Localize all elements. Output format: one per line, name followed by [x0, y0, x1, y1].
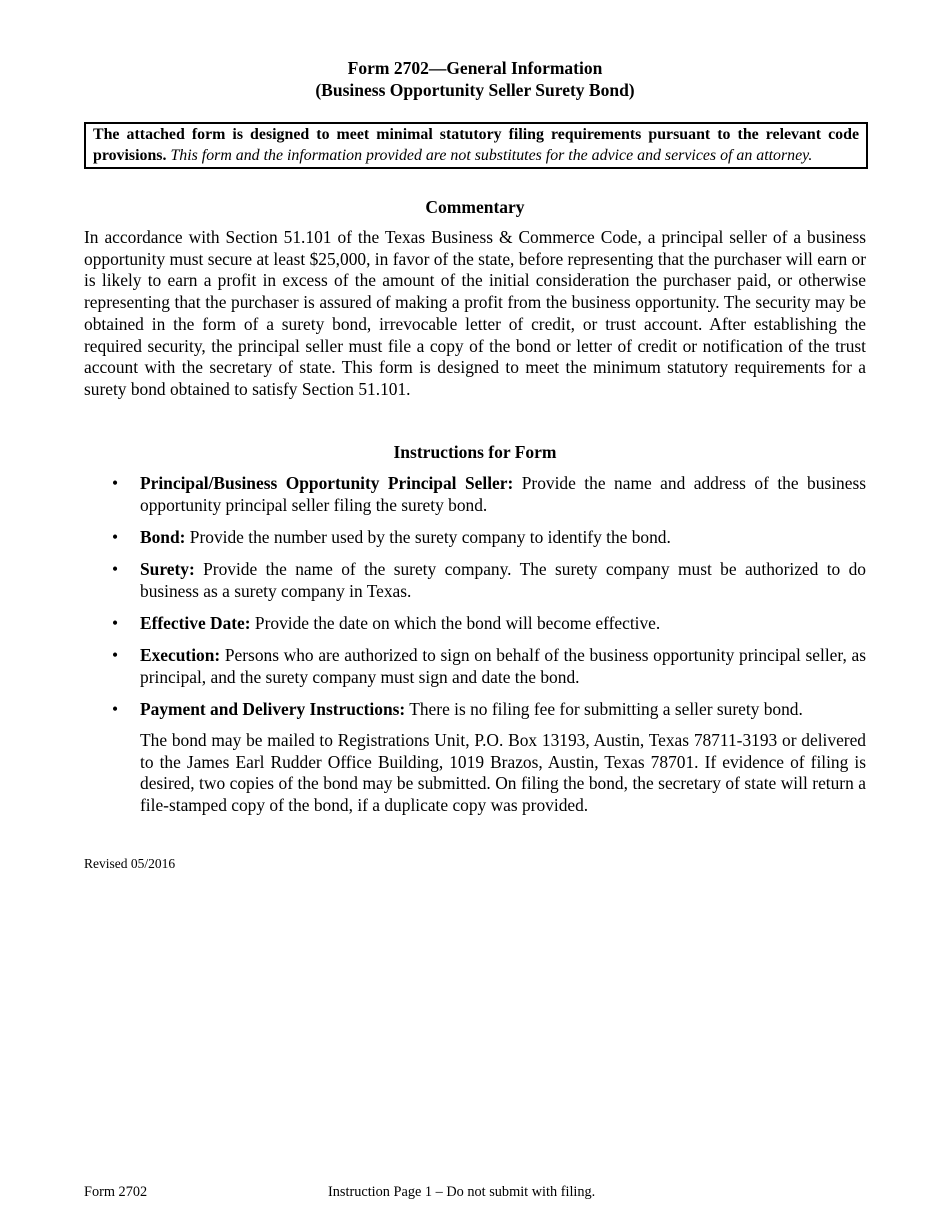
instruction-text: Provide the name of the surety company. The surety company must be authorized to do business as a surety company in Texas.: [140, 559, 866, 601]
instruction-item-execution: [84, 645, 866, 688]
instruction-label: Effective Date:: [140, 613, 251, 634]
instruction-label: Principal/Business Opportunity Principal Seller:: [140, 473, 514, 493]
instruction-item-payment-delivery: [84, 699, 866, 721]
instruction-label: Execution:: [140, 645, 221, 666]
instruction-label: Surety:: [140, 559, 195, 580]
instructions-list: [84, 473, 866, 731]
footer-page-note: Instruction Page 1 – Do not submit with filing.: [328, 1184, 596, 1200]
instruction-text: Provide the name and address of the business opportunity principal seller filing the surety bond.: [140, 473, 866, 515]
footer-form-number: Form 2702: [84, 1184, 148, 1200]
instruction-item-effective-date: [84, 613, 866, 635]
revision-date: Revised 05/2016: [84, 856, 176, 871]
instruction-item-bond: [84, 527, 866, 549]
form-subtitle: (Business Opportunity Seller Surety Bond): [315, 80, 635, 100]
commentary-heading: Commentary: [425, 197, 525, 217]
instruction-text: Provide the date on which the bond will become effective.: [250, 613, 661, 634]
bullet-icon: •: [112, 613, 119, 634]
disclaimer-italic-text: This form and the information provided are not substitutes for the advice and services of an attorney.: [170, 146, 813, 164]
instruction-text: There is no filing fee for submitting a seller surety bond.: [405, 699, 803, 720]
delivery-instructions: The bond may be mailed to Registrations Unit, P.O. Box 13193, Austin, Texas 78711-3193 or delivered to the James Earl Rudder Office Building, 1019 Brazos, Austin, Texas 78701. If evidence of filing is desired, two copies of the bond may be submitted. On filing the bond, the secretary of state will return a file-stamped copy of the bond, if a duplicate copy was provided.: [140, 730, 866, 816]
instruction-text: Persons who are authorized to sign on behalf of the business opportunity principal seller, as principal, and the surety company must sign and date the bond.: [140, 645, 866, 687]
bullet-icon: •: [112, 559, 119, 580]
instruction-item-surety: [84, 559, 866, 602]
instruction-item-principal: [84, 473, 866, 516]
bullet-icon: •: [112, 473, 119, 493]
instruction-label: Bond:: [140, 526, 186, 547]
instruction-label: Payment and Delivery Instructions:: [140, 699, 406, 720]
disclaimer-box: [84, 122, 868, 169]
instruction-text: Provide the number used by the surety company to identify the bond.: [185, 526, 671, 547]
instructions-heading: Instructions for Form: [393, 442, 557, 462]
bullet-icon: •: [112, 526, 119, 547]
disclaimer-bold-text: The attached form is designed to meet minimal statutory filing requirements pursuant to the relevant code provisions.: [93, 126, 859, 164]
commentary-body: In accordance with Section 51.101 of the Texas Business & Commerce Code, a principal seller of a business opportunity must secure at least $25,000, in favor of the state, before representing that the purchaser will earn or is likely to earn a profit in excess of the amount of the initial consideration the purchaser paid, or otherwise representing that the purchaser is assured of making a profit from the business opportunity. The security may be obtained in the form of a surety bond, irrevocable letter of credit, or trust account. After establishing the required security, the principal seller must file a copy of the bond or letter of credit or notification of the trust account with the secretary of state. This form is designed to meet the minimum statutory requirements for a surety bond obtained to satisfy Section 51.101.: [84, 227, 866, 399]
bullet-icon: •: [112, 645, 119, 666]
bullet-icon: •: [112, 699, 119, 720]
form-title: Form 2702—General Information: [347, 58, 603, 78]
